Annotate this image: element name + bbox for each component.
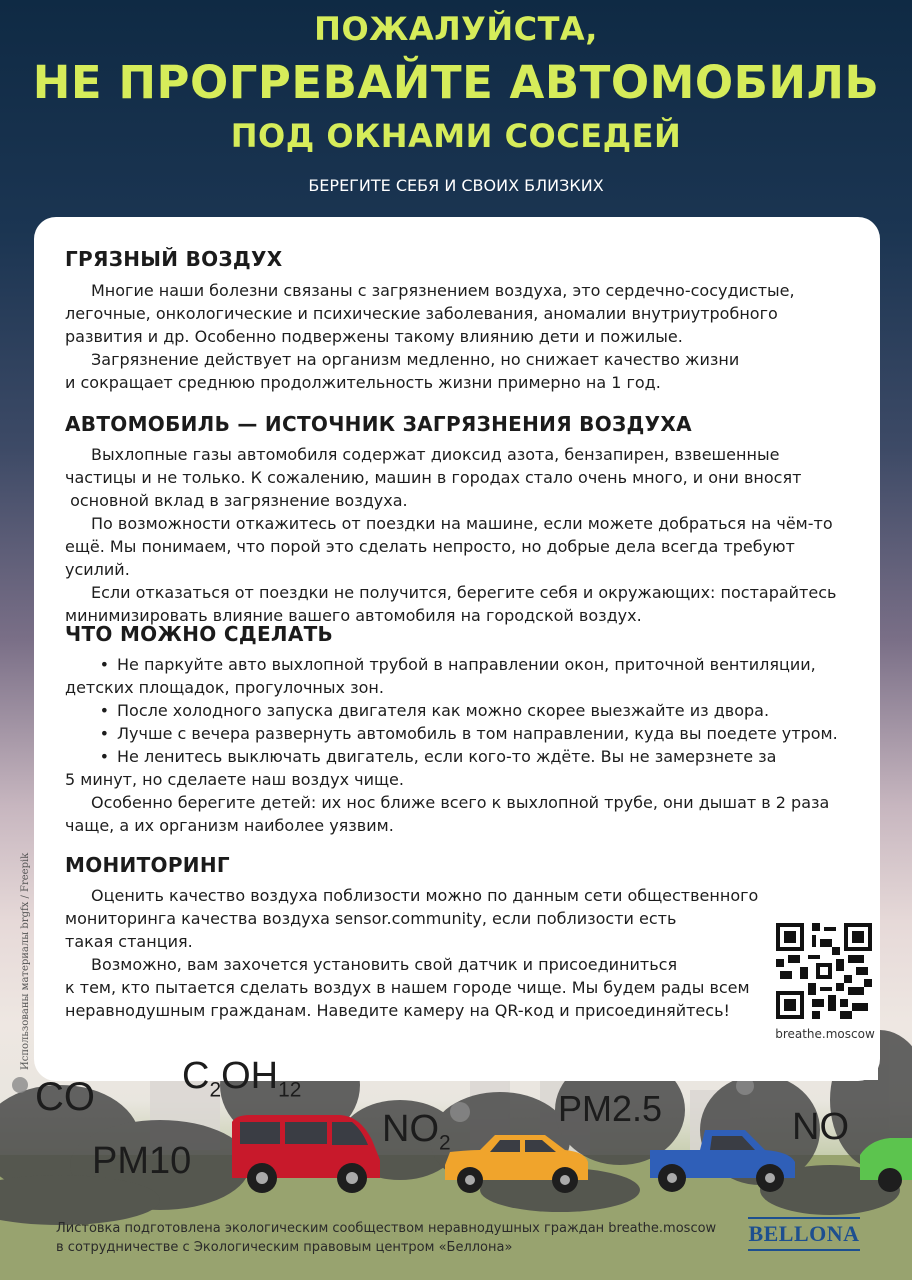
section-title-dirty-air: ГРЯЗНЫЙ ВОЗДУХ: [65, 247, 283, 271]
footer-line-2: в сотрудничестве с Экологическим правовым центром «Беллона»: [56, 1240, 513, 1255]
qr-code-block[interactable]: [758, 915, 878, 1080]
what-to-do-text: • Не паркуйте авто выхлопной трубой в направлении окон, приточной вентиляции, детских площадок, прогулочных зон. • После холодного запуска двигателя как можно скорее выезжайте из двора. • Лучше с вечера развернуть автомобиль в том направлении, куда вы поедете утром. • Не ленитесь выключать двигатель, если кого-то ждёте. Вы не замерзнете за 5 минут, но сделаете наш воздух чище. Особенно берегите детей: их нос ближе всего к выхлопной трубе, они дышат в 2 раза чаще, а их организм наиболее уязвим.: [65, 655, 838, 835]
headline-neighbors: ПОД ОКНАМИ СОСЕДЕЙ: [230, 117, 682, 155]
headline-please: ПОЖАЛУЙСТА,: [314, 10, 598, 48]
qr-code-icon[interactable]: [776, 923, 872, 1019]
monitoring-text: Оценить качество воздуха поблизости можно по данным сети общественного мониторинга качества воздуха sensor.community, если поблизости есть такая станция. Возможно, вам захочется установить свой датчик и присоединиться к тем, кто пытается сделать воздух в нашем городе чище. Мы будем рады всем неравнодушным гражданам. Наведите камеру на QR-код и присоединяйтесь!: [65, 886, 759, 1020]
section-title-monitoring: МОНИТОРИНГ: [65, 853, 230, 877]
pollutant-pm25: PM2.5: [558, 1088, 663, 1129]
footer-credits: [56, 1219, 736, 1257]
section-title-car-source: АВТОМОБИЛЬ — ИСТОЧНИК ЗАГРЯЗНЕНИЯ ВОЗДУХА: [65, 412, 692, 436]
footer-line-1: Листовка подготовлена экологическим сообществом неравнодушных граждан breathe.moscow: [56, 1221, 717, 1236]
qr-caption[interactable]: breathe.moscow: [775, 1027, 875, 1041]
pollutant-no: NO: [792, 1106, 849, 1148]
pollutant-no2: $NO_2$: [382, 1108, 451, 1155]
car-source-text: Выхлопные газы автомобиля содержат диоксид азота, бензапирен, взвешенные частицы и не только. К сожалению, машин в городах стало очень много, и они вносят основной вклад в загрязнение воздуха. По возможности откажитесь от поездки на машине, если можете добраться на чём-то ещё. Мы понимаем, что порой это сделать непросто, но добрые дела всегда требуют усилий. Если отказаться от поездки не получится, берегите себя и окружающих: постарайтесь минимизировать влияние вашего автомобиля на городской воздух.: [65, 445, 837, 625]
image-credit: Использованы материалы brgfx / Freepik: [20, 852, 31, 1070]
bellona-logo: BELLONA: [748, 1217, 860, 1251]
content-card: [34, 217, 880, 1081]
pollutant-pm10: PM10: [92, 1140, 192, 1182]
dirty-air-text: Многие наши болезни связаны с загрязнением воздуха, это сердечно-сосудистые, легочные, онкологические и психические заболевания, аномалии внутриутробного развития и др. Особенно подвержены такому влиянию дети и пожилые. Загрязнение действует на организм медленно, но снижает качество жизни и сокращает среднюю продолжительность жизни примерно на 1 год.: [65, 281, 795, 392]
pollutant-c2oh12: $C_2OH_{12}$: [182, 1055, 302, 1102]
pollutant-co: CO: [35, 1075, 95, 1119]
headline-main: НЕ ПРОГРЕВАЙТЕ АВТОМОБИЛЬ: [32, 56, 880, 109]
subtitle: БЕРЕГИТЕ СЕБЯ И СВОИХ БЛИЗКИХ: [308, 176, 604, 195]
section-title-what-to-do: ЧТО МОЖНО СДЕЛАТЬ: [65, 622, 334, 646]
